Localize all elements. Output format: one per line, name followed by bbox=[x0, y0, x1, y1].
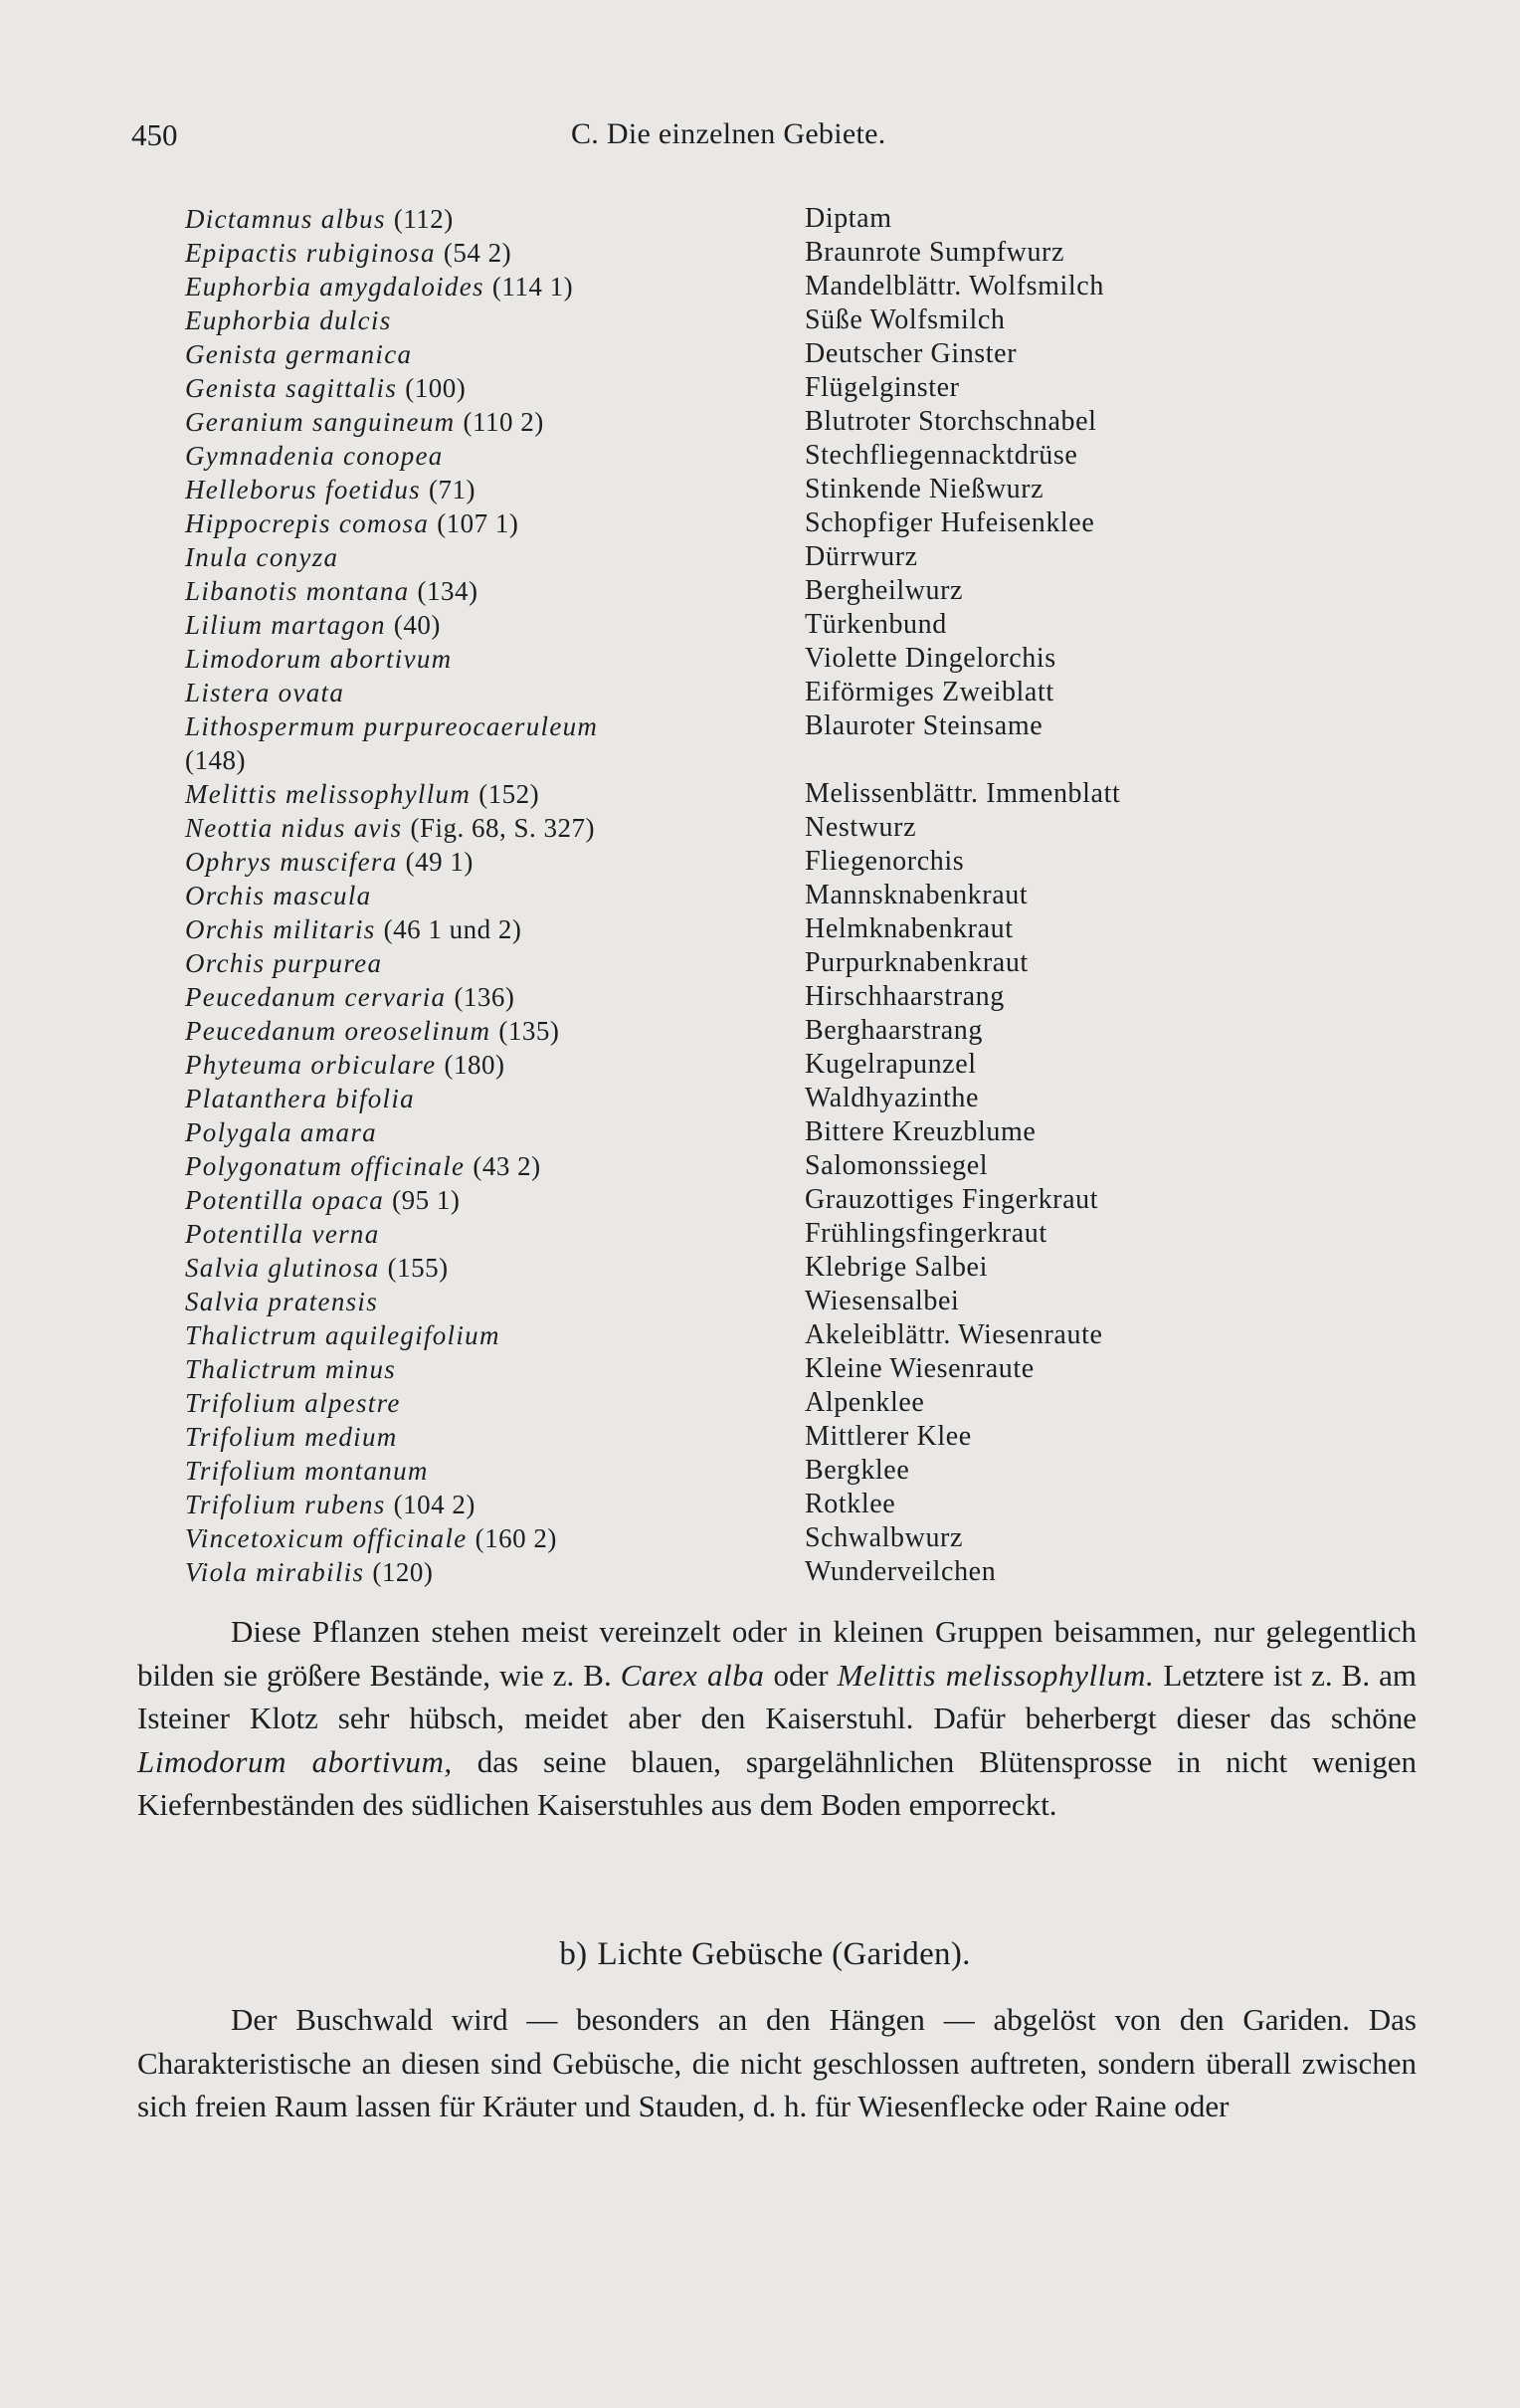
species-latin-name bbox=[185, 1048, 752, 1082]
species-common-name: Kugelrapunzel bbox=[805, 1049, 977, 1080]
figure-reference: (95 1) bbox=[392, 1185, 461, 1215]
species-common-name: Flügelginster bbox=[805, 372, 960, 403]
species-common-name: Frühlingsfingerkraut bbox=[805, 1218, 1047, 1249]
figure-reference: (134) bbox=[417, 576, 478, 606]
latin-name-text: Hippocrepis comosa bbox=[185, 508, 430, 538]
species-latin-name bbox=[185, 1521, 752, 1555]
species-row bbox=[185, 845, 1299, 879]
species-latin-name bbox=[185, 202, 752, 236]
paragraph-text-segment: Diese Pflanzen stehen meist vereinzelt oder in kleinen Gruppen beisammen, nur gelegentlich bilden sie größere Bestände, wie z. B. bbox=[137, 1614, 1417, 1693]
latin-name-text: Euphorbia amygdaloides bbox=[185, 272, 484, 301]
figure-reference: (46 1 und 2) bbox=[383, 914, 522, 944]
species-row bbox=[185, 371, 1299, 405]
species-row bbox=[185, 777, 1299, 811]
species-common-name: Türkenbund bbox=[805, 609, 947, 640]
species-latin-name bbox=[185, 1149, 752, 1183]
species-common-name: Hirschhaarstrang bbox=[805, 981, 1005, 1012]
species-latin-name bbox=[185, 540, 752, 574]
figure-reference: (49 1) bbox=[405, 847, 474, 877]
species-latin-name bbox=[185, 1454, 752, 1488]
figure-reference: (180) bbox=[444, 1050, 505, 1080]
latin-name-text: Thalictrum minus bbox=[185, 1354, 397, 1384]
species-row bbox=[185, 946, 1299, 980]
species-latin-name bbox=[185, 506, 752, 540]
latin-name-text: Geranium sanguineum bbox=[185, 407, 456, 437]
latin-name-text: Polygala amara bbox=[185, 1117, 377, 1147]
species-common-name: Bergheilwurz bbox=[805, 575, 964, 606]
paragraph-plants bbox=[137, 1610, 1417, 1827]
latin-name-text: Melittis melissophyllum bbox=[185, 779, 472, 809]
species-row bbox=[185, 405, 1299, 439]
species-latin-name bbox=[185, 1251, 752, 1285]
species-row bbox=[185, 1386, 1299, 1420]
species-common-name: Salomonssiegel bbox=[805, 1150, 989, 1181]
species-latin-name bbox=[185, 1183, 752, 1217]
species-row bbox=[185, 642, 1299, 676]
latin-name-text: Trifolium montanum bbox=[185, 1456, 429, 1486]
species-common-name: Berghaarstrang bbox=[805, 1015, 983, 1046]
species-common-name: Schopfiger Hufeisenklee bbox=[805, 507, 1095, 538]
latin-name-text: Listera ovata bbox=[185, 678, 345, 707]
species-latin-name bbox=[185, 879, 752, 912]
species-row bbox=[185, 1014, 1299, 1048]
figure-reference: (71) bbox=[429, 475, 475, 504]
species-common-name: Eiförmiges Zweiblatt bbox=[805, 677, 1054, 707]
latin-name-text: Genista sagittalis bbox=[185, 373, 398, 403]
paragraph-text-segment: das seine blauen, spargelähnlichen Blütensprosse in nicht wenigen Kiefernbeständen des südlichen Kaiserstuhles aus dem Boden emporreckt. bbox=[137, 1743, 1417, 1822]
latin-name-text: Epipactis rubiginosa bbox=[185, 238, 436, 268]
latin-name-text: Genista germanica bbox=[185, 339, 413, 369]
species-latin-name bbox=[185, 574, 752, 608]
species-latin-name bbox=[185, 642, 752, 676]
paragraph-gariden-text: Der Buschwald wird — besonders an den Hängen — abgelöst von den Gariden. Das Charakteristische an diesen sind Gebüsche, die nicht geschlossen auftreten, sondern überall zwischen sich freien Raum lassen für Kräuter und Stauden, d. h. für Wiesenflecke oder Raine oder bbox=[137, 2002, 1417, 2123]
species-common-name: Kleine Wiesenraute bbox=[805, 1353, 1035, 1384]
latin-name-text: Helleborus foetidus bbox=[185, 475, 421, 504]
figure-reference: (Fig. 68, S. 327) bbox=[410, 813, 595, 843]
species-common-name: Nestwurz bbox=[805, 812, 917, 843]
species-common-name: Melissenblättr. Immenblatt bbox=[805, 778, 1121, 809]
species-latin-name bbox=[185, 608, 752, 642]
species-row bbox=[185, 676, 1299, 709]
species-latin-name bbox=[185, 303, 752, 337]
species-latin-name bbox=[185, 1217, 752, 1251]
species-latin-name bbox=[185, 709, 752, 777]
figure-reference: (120) bbox=[372, 1557, 434, 1587]
latin-name-text: Polygonatum officinale bbox=[185, 1151, 466, 1181]
section-heading bbox=[0, 1936, 1520, 1973]
latin-name-text: Lilium martagon bbox=[185, 610, 386, 640]
latin-name-text: Trifolium rubens bbox=[185, 1490, 386, 1519]
latin-name-text: Salvia pratensis bbox=[185, 1287, 379, 1316]
species-common-name: Dürrwurz bbox=[805, 541, 918, 572]
species-common-name: Blutroter Storchschnabel bbox=[805, 406, 1097, 437]
species-row bbox=[185, 1488, 1299, 1521]
latin-name-text: Trifolium alpestre bbox=[185, 1388, 401, 1418]
latin-name-text: Vincetoxicum officinale bbox=[185, 1523, 468, 1553]
species-common-name: Deutscher Ginster bbox=[805, 338, 1018, 369]
species-common-name: Akeleiblättr. Wiesenraute bbox=[805, 1319, 1103, 1350]
species-common-name: Waldhyazinthe bbox=[805, 1083, 980, 1113]
species-common-name: Stinkende Nießwurz bbox=[805, 474, 1045, 504]
paragraph-text-segment: Letztere ist z. B. am Isteiner Klotz sehr hübsch, meidet aber den Kaiserstuhl. Dafür beherbergt dieser das schöne bbox=[137, 1657, 1417, 1735]
species-common-name: Stechfliegennacktdrüse bbox=[805, 440, 1078, 471]
latin-name-text: Libanotis montana bbox=[185, 576, 410, 606]
species-common-name: Alpenklee bbox=[805, 1387, 925, 1418]
species-latin-name bbox=[185, 236, 752, 270]
latin-name-text: Orchis militaris bbox=[185, 914, 376, 944]
species-row bbox=[185, 1048, 1299, 1082]
species-row bbox=[185, 1217, 1299, 1251]
species-latin-name bbox=[185, 371, 752, 405]
latin-name-text: Trifolium medium bbox=[185, 1422, 398, 1452]
species-row bbox=[185, 270, 1299, 303]
species-row bbox=[185, 574, 1299, 608]
species-row bbox=[185, 1149, 1299, 1183]
paragraph-italic-term: Limodorum abortivum, bbox=[137, 1743, 453, 1779]
figure-reference: (54 2) bbox=[443, 238, 512, 268]
page-number: 450 bbox=[131, 117, 178, 152]
latin-name-text: Salvia glutinosa bbox=[185, 1253, 380, 1283]
latin-name-text: Platanthera bifolia bbox=[185, 1084, 415, 1113]
species-row bbox=[185, 980, 1299, 1014]
species-latin-name bbox=[185, 337, 752, 371]
species-row bbox=[185, 1521, 1299, 1555]
paragraph-gariden bbox=[137, 1998, 1417, 2128]
paragraph-plants-text bbox=[137, 1610, 1417, 1827]
species-common-name: Mannsknabenkraut bbox=[805, 880, 1029, 910]
species-latin-name bbox=[185, 1318, 752, 1352]
species-row bbox=[185, 1318, 1299, 1352]
species-row bbox=[185, 1352, 1299, 1386]
species-common-name: Schwalbwurz bbox=[805, 1522, 964, 1553]
species-latin-name bbox=[185, 777, 752, 811]
section-marker: b) bbox=[559, 1936, 588, 1972]
latin-name-text: Neottia nidus avis bbox=[185, 813, 403, 843]
species-row bbox=[185, 473, 1299, 506]
latin-name-text: Gymnadenia conopea bbox=[185, 441, 444, 471]
latin-name-text: Potentilla opaca bbox=[185, 1185, 385, 1215]
latin-name-text: Viola mirabilis bbox=[185, 1557, 365, 1587]
species-row bbox=[185, 1454, 1299, 1488]
running-title: C. Die einzelnen Gebiete. bbox=[571, 117, 886, 150]
latin-name-text: Ophrys muscifera bbox=[185, 847, 398, 877]
species-row bbox=[185, 1420, 1299, 1454]
species-row bbox=[185, 1115, 1299, 1149]
figure-reference: (148) bbox=[185, 745, 246, 775]
species-latin-name bbox=[185, 1420, 752, 1454]
species-common-name: Bittere Kreuzblume bbox=[805, 1116, 1037, 1147]
paragraph-italic-term: Melittis melissophyllum. bbox=[837, 1657, 1155, 1693]
species-row bbox=[185, 337, 1299, 371]
species-latin-name bbox=[185, 439, 752, 473]
figure-reference: (112) bbox=[393, 204, 454, 234]
species-row bbox=[185, 506, 1299, 540]
figure-reference: (107 1) bbox=[437, 508, 519, 538]
species-latin-name bbox=[185, 1386, 752, 1420]
latin-name-text: Dictamnus albus bbox=[185, 204, 386, 234]
species-latin-name bbox=[185, 845, 752, 879]
figure-reference: (100) bbox=[405, 373, 467, 403]
species-row bbox=[185, 811, 1299, 845]
species-common-name: Diptam bbox=[805, 203, 892, 234]
paragraph-italic-term: Carex alba bbox=[620, 1657, 765, 1693]
latin-name-text: Phyteuma orbiculare bbox=[185, 1050, 437, 1080]
page-header bbox=[0, 117, 1520, 161]
latin-name-text: Orchis mascula bbox=[185, 881, 372, 910]
species-common-name: Klebrige Salbei bbox=[805, 1252, 988, 1283]
species-latin-name bbox=[185, 1285, 752, 1318]
species-common-name: Purpurknabenkraut bbox=[805, 947, 1029, 978]
species-latin-name bbox=[185, 1488, 752, 1521]
figure-reference: (110 2) bbox=[463, 407, 544, 437]
species-latin-name bbox=[185, 1555, 752, 1589]
species-row bbox=[185, 303, 1299, 337]
latin-name-text: Peucedanum oreoselinum bbox=[185, 1016, 491, 1046]
species-row bbox=[185, 879, 1299, 912]
species-common-name: Helmknabenkraut bbox=[805, 913, 1014, 944]
species-common-name: Wunderveilchen bbox=[805, 1556, 997, 1587]
latin-name-text: Lithospermum purpureocaeruleum bbox=[185, 711, 599, 741]
species-common-name: Mittlerer Klee bbox=[805, 1421, 972, 1452]
latin-name-text: Orchis purpurea bbox=[185, 948, 383, 978]
species-latin-name bbox=[185, 980, 752, 1014]
species-row bbox=[185, 236, 1299, 270]
species-row bbox=[185, 1082, 1299, 1115]
species-latin-name bbox=[185, 946, 752, 980]
species-row bbox=[185, 202, 1299, 236]
species-latin-name bbox=[185, 405, 752, 439]
species-row bbox=[185, 540, 1299, 574]
species-common-name: Wiesensalbei bbox=[805, 1286, 960, 1316]
latin-name-text: Thalictrum aquilegifolium bbox=[185, 1320, 500, 1350]
figure-reference: (114 1) bbox=[491, 272, 574, 301]
figure-reference: (136) bbox=[454, 982, 515, 1012]
species-common-name: Grauzottiges Fingerkraut bbox=[805, 1184, 1099, 1215]
species-row bbox=[185, 608, 1299, 642]
species-list bbox=[185, 202, 1299, 1589]
species-latin-name bbox=[185, 473, 752, 506]
species-row bbox=[185, 1555, 1299, 1589]
paragraph-text-segment: oder bbox=[764, 1657, 838, 1693]
species-latin-name bbox=[185, 811, 752, 845]
species-latin-name bbox=[185, 1115, 752, 1149]
figure-reference: (155) bbox=[387, 1253, 449, 1283]
species-common-name: Bergklee bbox=[805, 1455, 910, 1486]
species-row bbox=[185, 1285, 1299, 1318]
species-latin-name bbox=[185, 1082, 752, 1115]
species-common-name: Rotklee bbox=[805, 1489, 896, 1519]
species-common-name: Fliegenorchis bbox=[805, 846, 965, 877]
figure-reference: (40) bbox=[393, 610, 441, 640]
species-latin-name bbox=[185, 270, 752, 303]
figure-reference: (152) bbox=[478, 779, 540, 809]
species-common-name: Braunrote Sumpfwurz bbox=[805, 237, 1065, 268]
latin-name-text: Peucedanum cervaria bbox=[185, 982, 447, 1012]
latin-name-text: Limodorum abortivum bbox=[185, 644, 453, 674]
species-common-name: Mandelblättr. Wolfsmilch bbox=[805, 271, 1104, 301]
species-row bbox=[185, 1183, 1299, 1217]
latin-name-text: Inula conyza bbox=[185, 542, 339, 572]
species-latin-name bbox=[185, 1352, 752, 1386]
species-row bbox=[185, 1251, 1299, 1285]
figure-reference: (43 2) bbox=[473, 1151, 541, 1181]
figure-reference: (160 2) bbox=[475, 1523, 557, 1553]
species-common-name: Süße Wolfsmilch bbox=[805, 304, 1006, 335]
latin-name-text: Euphorbia dulcis bbox=[185, 305, 392, 335]
species-row bbox=[185, 439, 1299, 473]
species-latin-name bbox=[185, 1014, 752, 1048]
figure-reference: (135) bbox=[498, 1016, 560, 1046]
species-latin-name bbox=[185, 912, 752, 946]
species-latin-name bbox=[185, 676, 752, 709]
species-row bbox=[185, 709, 1299, 777]
species-common-name: Violette Dingelorchis bbox=[805, 643, 1056, 674]
species-common-name: Blauroter Steinsame bbox=[805, 710, 1044, 741]
species-row bbox=[185, 912, 1299, 946]
figure-reference: (104 2) bbox=[393, 1490, 475, 1519]
section-title: Lichte Gebüsche (Gariden). bbox=[597, 1936, 971, 1972]
latin-name-text: Potentilla verna bbox=[185, 1219, 380, 1249]
